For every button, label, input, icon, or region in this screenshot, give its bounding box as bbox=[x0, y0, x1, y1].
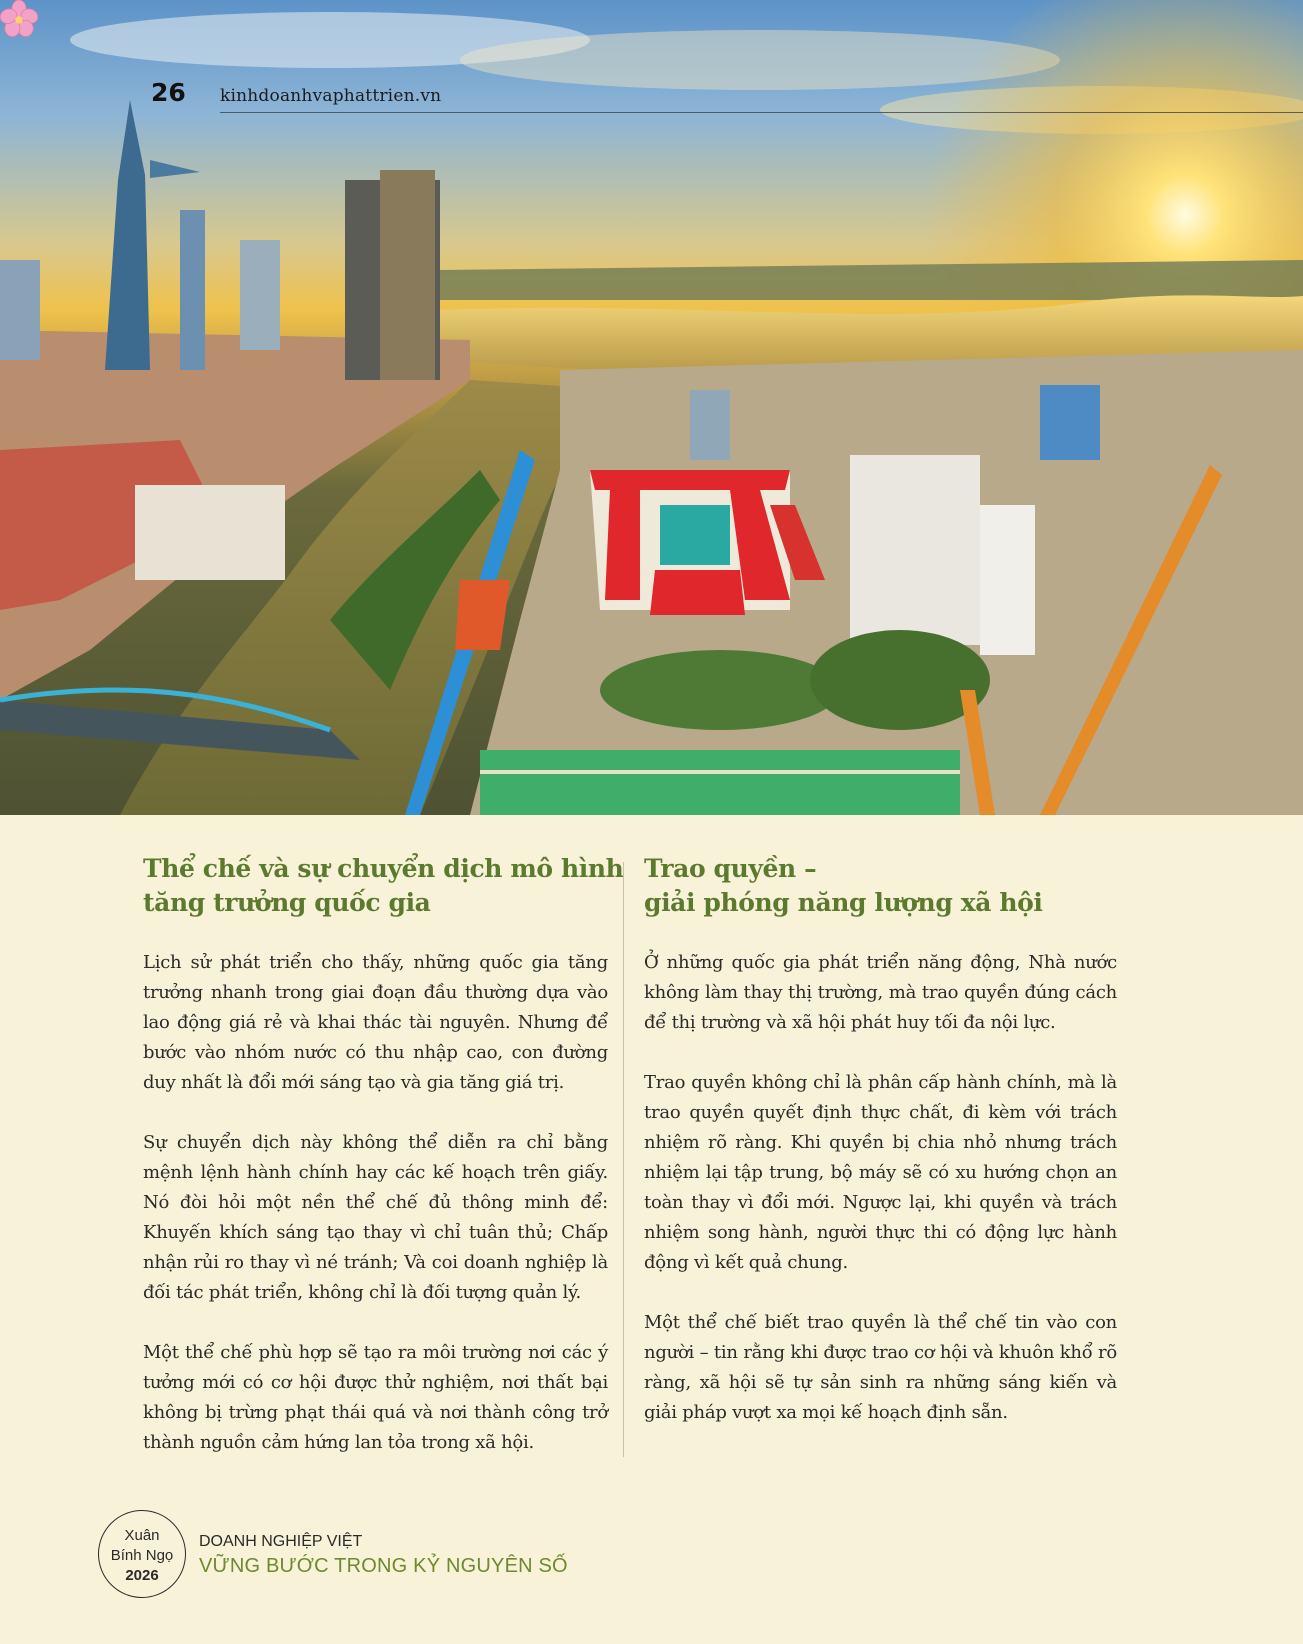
right-heading bbox=[644, 852, 1117, 920]
left-heading bbox=[143, 852, 624, 920]
right-paragraph-3: Một thể chế biết trao quyền là thể chế tin vào con người – tin rằng khi được trao cơ hội và khuôn khổ rõ ràng, xã hội sẽ tự sản sinh ra những sáng kiến và giải pháp vượt xa mọi kế hoạch định sẵn. bbox=[644, 1312, 1117, 1423]
column-divider bbox=[623, 862, 624, 1457]
seal-line-1: Xuân bbox=[124, 1527, 160, 1544]
seal-year: 2026 bbox=[125, 1567, 159, 1584]
page-header bbox=[0, 0, 1303, 120]
left-heading-line-2: tăng trưởng quốc gia bbox=[143, 888, 431, 917]
right-heading-line-2: giải phóng năng lượng xã hội bbox=[644, 888, 1043, 917]
flower-icon bbox=[0, 0, 38, 38]
right-heading-line-1: Trao quyền – bbox=[644, 854, 817, 883]
footer-tagline: VỮNG BƯỚC TRONG KỶ NGUYÊN SỐ bbox=[199, 1555, 568, 1577]
right-column bbox=[644, 852, 1117, 1458]
left-paragraph-2: Sự chuyển dịch này không thể diễn ra chỉ bằng mệnh lệnh hành chính hay các kế hoạch trên giấy. Nó đòi hỏi một nền thể chế đủ thông minh để: Khuyến khích sáng tạo thay vì chỉ tuân thủ; Chấp nhận rủi ro thay vì né tránh; Và coi doanh nghiệp là đối tác phát triển, không chỉ là đối tượng quản lý. bbox=[143, 1132, 608, 1303]
left-paragraph-1: Lịch sử phát triển cho thấy, những quốc gia tăng trưởng nhanh trong giai đoạn đầu thường dựa vào lao động giá rẻ và khai thác tài nguyên. Nhưng để bước vào nhóm nước có thu nhập cao, con đường duy nhất là đổi mới sáng tạo và gia tăng giá trị. bbox=[143, 952, 608, 1093]
header-rule bbox=[220, 112, 1303, 113]
page-number: 26 bbox=[151, 78, 186, 107]
left-heading-line-1: Thể chế và sự chuyển dịch mô hình bbox=[143, 854, 624, 883]
city-skyline-illustration bbox=[0, 0, 1303, 815]
left-column bbox=[143, 852, 624, 1488]
cover-photo bbox=[0, 0, 1303, 815]
seal-line-2: Bính Ngọ bbox=[110, 1547, 174, 1564]
site-url[interactable]: kinhdoanhvaphattrien.vn bbox=[220, 86, 442, 106]
right-paragraph-2: Trao quyền không chỉ là phân cấp hành chính, mà là trao quyền quyết định thực chất, đi kèm với trách nhiệm rõ ràng. Khi quyền bị chia nhỏ nhưng trách nhiệm lại tập trung, bộ máy sẽ có xu hướng chọn an toàn thay vì đổi mới. Ngược lại, khi quyền và trách nhiệm song hành, người thực thi có động lực hành động vì kết quả chung. bbox=[644, 1072, 1117, 1273]
left-paragraph-3: Một thể chế phù hợp sẽ tạo ra môi trường nơi các ý tưởng mới có cơ hội được thử nghiệm, nơi thất bại không bị trừng phạt thái quá và nơi thành công trở thành nguồn cảm hứng lan tỏa trong xã hội. bbox=[143, 1342, 608, 1453]
footer-kicker: DOANH NGHIỆP VIỆT bbox=[199, 1533, 363, 1550]
right-paragraph-1: Ở những quốc gia phát triển năng động, Nhà nước không làm thay thị trường, mà trao quyền đúng cách để thị trường và xã hội phát huy tối đa nội lực. bbox=[644, 952, 1117, 1033]
issue-seal bbox=[98, 1510, 186, 1598]
